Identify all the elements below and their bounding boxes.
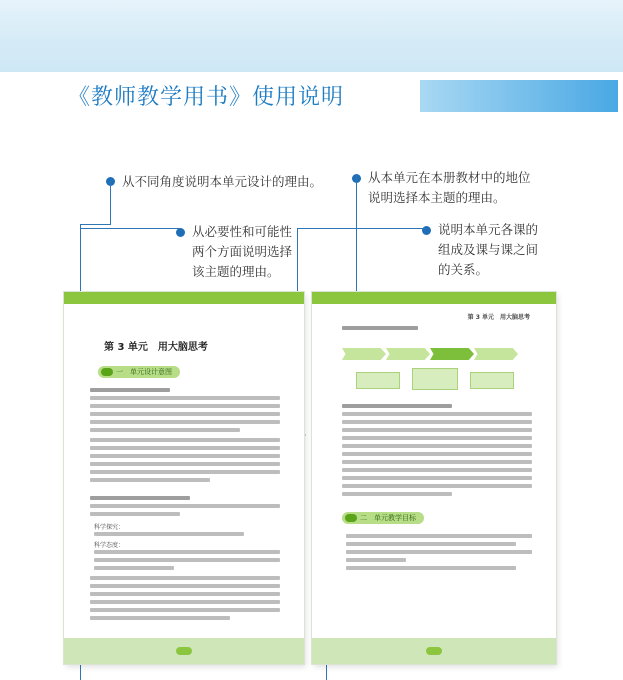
text-line bbox=[90, 438, 280, 442]
text-line bbox=[94, 566, 174, 570]
text-line bbox=[346, 550, 532, 554]
text-line bbox=[94, 550, 280, 554]
text-line bbox=[342, 476, 532, 480]
text-line bbox=[90, 600, 280, 604]
text-line bbox=[90, 512, 180, 516]
text-line bbox=[346, 542, 516, 546]
bullet-dot-icon bbox=[176, 228, 185, 237]
text-line bbox=[342, 452, 532, 456]
text-line bbox=[342, 436, 532, 440]
text-line bbox=[342, 492, 452, 496]
text-line bbox=[342, 428, 532, 432]
lesson-chip-active bbox=[430, 348, 474, 360]
lesson-box bbox=[412, 368, 458, 390]
connector-line bbox=[110, 180, 111, 224]
text-line bbox=[342, 412, 532, 416]
section-title-text: 一 单元设计意图 bbox=[116, 368, 172, 376]
text-line bbox=[90, 462, 280, 466]
section-badge-icon bbox=[101, 368, 113, 376]
subhead-inquiry: 科学探究： bbox=[94, 524, 125, 531]
text-line bbox=[90, 608, 280, 612]
running-header: 第 3 单元 用大脑思考 bbox=[467, 314, 530, 321]
page-title: 《教师教学用书》使用说明 bbox=[68, 85, 345, 110]
left-page-thumbnail bbox=[64, 292, 304, 664]
text-line bbox=[90, 504, 280, 508]
text-line bbox=[90, 616, 230, 620]
text-line bbox=[90, 454, 280, 458]
text-line bbox=[342, 468, 532, 472]
section-title bbox=[342, 512, 424, 524]
section-badge-icon bbox=[345, 514, 357, 522]
lesson-box bbox=[470, 372, 514, 389]
text-line bbox=[90, 592, 280, 596]
text-line bbox=[342, 420, 532, 424]
annotation-line: 两个方面说明选择 bbox=[192, 244, 293, 259]
lesson-chip bbox=[386, 348, 430, 360]
text-line bbox=[90, 396, 280, 400]
annotation-line: 从本单元在本册教材中的地位 bbox=[368, 170, 531, 185]
annotation-line: 从必要性和可能性 bbox=[192, 224, 293, 239]
page-top-bar bbox=[312, 292, 556, 304]
annotation-line: 该主题的理由。 bbox=[192, 264, 280, 279]
unit-title: 第 3 单元 用大脑思考 bbox=[104, 342, 208, 353]
text-line bbox=[346, 534, 532, 538]
text-line bbox=[90, 404, 280, 408]
text-line bbox=[346, 566, 516, 570]
page-top-bar bbox=[64, 292, 304, 304]
text-line bbox=[90, 446, 280, 450]
text-line bbox=[94, 558, 280, 562]
text-line bbox=[90, 496, 190, 500]
annotation-line: 说明本单元各课的 bbox=[438, 222, 539, 237]
subhead-attitude: 科学态度： bbox=[94, 542, 125, 549]
right-page-thumbnail bbox=[312, 292, 556, 664]
connector-line bbox=[80, 228, 180, 229]
text-line bbox=[90, 428, 240, 432]
text-line bbox=[342, 326, 418, 330]
text-line bbox=[90, 388, 170, 392]
section-title-text: 二 单元教学目标 bbox=[360, 514, 416, 522]
text-line bbox=[90, 576, 280, 580]
annotation-line: 的关系。 bbox=[438, 262, 489, 277]
text-line bbox=[90, 478, 210, 482]
text-line bbox=[346, 558, 406, 562]
text-line bbox=[90, 412, 280, 416]
connector-line bbox=[80, 224, 111, 225]
text-line bbox=[90, 584, 280, 588]
page-number-badge bbox=[176, 647, 192, 655]
section-title bbox=[98, 366, 180, 378]
lesson-chip bbox=[342, 348, 386, 360]
page-number-badge bbox=[426, 647, 442, 655]
text-line bbox=[90, 420, 280, 424]
lesson-box bbox=[356, 372, 400, 389]
lesson-chip bbox=[474, 348, 518, 360]
text-line bbox=[90, 470, 280, 474]
title-accent-bar bbox=[420, 80, 618, 112]
text-line bbox=[342, 404, 452, 408]
title-row bbox=[68, 80, 623, 114]
text-line bbox=[342, 460, 532, 464]
annotation-text: 从不同角度说明本单元设计的理由。 bbox=[122, 174, 323, 189]
annotation-line: 说明选择本主题的理由。 bbox=[368, 190, 506, 205]
header-band bbox=[0, 0, 623, 72]
annotation-line: 组成及课与课之间 bbox=[438, 242, 539, 257]
text-line bbox=[342, 484, 532, 488]
connector-line bbox=[297, 228, 426, 229]
text-line bbox=[94, 532, 244, 536]
text-line bbox=[342, 444, 532, 448]
